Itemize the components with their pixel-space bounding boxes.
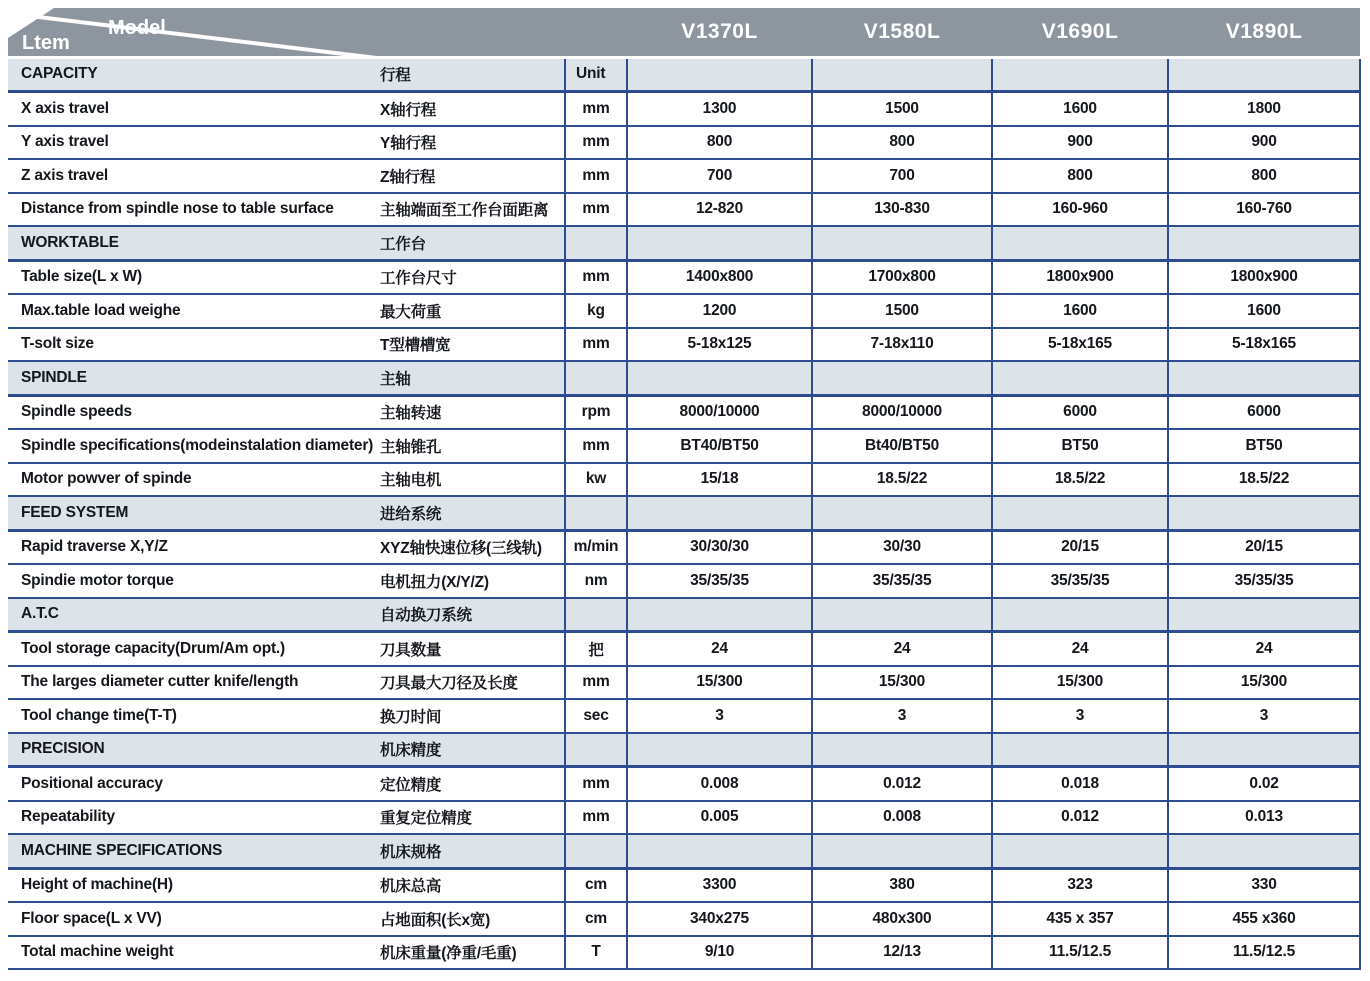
section-spacer-cell xyxy=(992,226,1168,260)
spec-value-v1580l: 130-830 xyxy=(812,193,992,227)
spec-name-en: Z axis travel xyxy=(8,159,378,193)
spec-name-zh: 刀具最大刀径及长度 xyxy=(378,666,565,700)
spec-unit: nm xyxy=(565,564,627,598)
spec-value-v1370l: 9/10 xyxy=(627,936,812,970)
model-header-v1890l: V1890L xyxy=(1168,8,1360,57)
spec-value-v1690l: 160-960 xyxy=(992,193,1168,227)
spec-row xyxy=(8,260,1360,294)
spec-table-body xyxy=(8,57,1360,969)
spec-value-v1370l: 5-18x125 xyxy=(627,328,812,362)
spec-value-v1690l: 15/300 xyxy=(992,666,1168,700)
section-spacer-cell xyxy=(812,226,992,260)
spec-value-v1690l: 20/15 xyxy=(992,530,1168,564)
corner-item-label: Ltem xyxy=(22,32,70,54)
spec-value-v1370l: 15/18 xyxy=(627,463,812,497)
spec-value-v1690l: 6000 xyxy=(992,395,1168,429)
spec-value-v1890l: 18.5/22 xyxy=(1168,463,1360,497)
spec-name-zh: 工作台尺寸 xyxy=(378,260,565,294)
spec-value-v1690l: BT50 xyxy=(992,429,1168,463)
spec-value-v1890l: 5-18x165 xyxy=(1168,328,1360,362)
spec-unit: mm xyxy=(565,92,627,126)
section-spacer-cell xyxy=(627,496,812,530)
section-title-en: WORKTABLE xyxy=(8,226,378,260)
section-spacer-cell xyxy=(992,361,1168,395)
spec-value-v1690l: 900 xyxy=(992,126,1168,160)
spec-name-zh: 刀具数量 xyxy=(378,632,565,666)
spec-value-v1370l: 3300 xyxy=(627,868,812,902)
section-row xyxy=(8,733,1360,767)
section-row xyxy=(8,226,1360,260)
spec-row xyxy=(8,936,1360,970)
spec-name-zh: 主轴转速 xyxy=(378,395,565,429)
section-spacer-cell xyxy=(812,496,992,530)
spec-value-v1370l: 1400x800 xyxy=(627,260,812,294)
unit-column-header: Unit xyxy=(565,57,627,92)
spec-value-v1580l: 480x300 xyxy=(812,902,992,936)
spec-unit: mm xyxy=(565,429,627,463)
spec-value-v1580l: 0.012 xyxy=(812,767,992,801)
section-title-zh: 主轴 xyxy=(378,361,565,395)
spec-value-v1690l: 5-18x165 xyxy=(992,328,1168,362)
spec-name-zh: Y轴行程 xyxy=(378,126,565,160)
spec-row xyxy=(8,294,1360,328)
spec-name-en: Motor powver of spinde xyxy=(8,463,378,497)
spec-name-en: The larges diameter cutter knife/length xyxy=(8,666,378,700)
section-spacer-cell xyxy=(1168,834,1360,868)
section-title-zh: 机床精度 xyxy=(378,733,565,767)
spec-value-v1690l: 435 x 357 xyxy=(992,902,1168,936)
diagonal-divider xyxy=(8,8,627,57)
spec-value-v1690l: 800 xyxy=(992,159,1168,193)
section-row xyxy=(8,57,1360,92)
spec-value-v1690l: 3 xyxy=(992,699,1168,733)
spec-value-v1580l: 1500 xyxy=(812,294,992,328)
section-spacer-cell xyxy=(992,598,1168,632)
spec-row xyxy=(8,868,1360,902)
spec-value-v1890l: 11.5/12.5 xyxy=(1168,936,1360,970)
spec-name-en: Tool storage capacity(Drum/Am opt.) xyxy=(8,632,378,666)
spec-value-v1890l: 15/300 xyxy=(1168,666,1360,700)
section-title-zh: 进给系统 xyxy=(378,496,565,530)
section-spacer-cell xyxy=(627,57,812,92)
spec-name-en: Distance from spindle nose to table surface xyxy=(8,193,378,227)
spec-name-zh: 主轴锥孔 xyxy=(378,429,565,463)
spec-unit: mm xyxy=(565,159,627,193)
section-title-en: PRECISION xyxy=(8,733,378,767)
spec-value-v1890l: 20/15 xyxy=(1168,530,1360,564)
spec-value-v1370l: 12-820 xyxy=(627,193,812,227)
spec-value-v1890l: 1800x900 xyxy=(1168,260,1360,294)
spec-name-zh: 主轴端面至工作台面距离 xyxy=(378,193,565,227)
unit-column-header xyxy=(565,496,627,530)
spec-row xyxy=(8,767,1360,801)
section-spacer-cell xyxy=(627,226,812,260)
spec-value-v1690l: 323 xyxy=(992,868,1168,902)
spec-name-en: T-solt size xyxy=(8,328,378,362)
spec-value-v1370l: 800 xyxy=(627,126,812,160)
spec-value-v1690l: 1600 xyxy=(992,294,1168,328)
spec-name-en: Rapid traverse X,Y/Z xyxy=(8,530,378,564)
spec-value-v1690l: 0.012 xyxy=(992,801,1168,835)
spec-row xyxy=(8,429,1360,463)
section-title-zh: 机床规格 xyxy=(378,834,565,868)
spec-value-v1580l: 380 xyxy=(812,868,992,902)
section-spacer-cell xyxy=(627,361,812,395)
spec-row xyxy=(8,126,1360,160)
spec-value-v1890l: 35/35/35 xyxy=(1168,564,1360,598)
spec-value-v1370l: 0.008 xyxy=(627,767,812,801)
spec-value-v1370l: 35/35/35 xyxy=(627,564,812,598)
spec-row xyxy=(8,395,1360,429)
section-spacer-cell xyxy=(992,496,1168,530)
spec-unit: cm xyxy=(565,902,627,936)
spec-value-v1690l: 1800x900 xyxy=(992,260,1168,294)
spec-name-zh: Z轴行程 xyxy=(378,159,565,193)
spec-value-v1890l: 1600 xyxy=(1168,294,1360,328)
spec-unit: mm xyxy=(565,328,627,362)
spec-name-zh: X轴行程 xyxy=(378,92,565,126)
model-item-corner-cell xyxy=(8,8,627,57)
spec-value-v1370l: 1300 xyxy=(627,92,812,126)
spec-row xyxy=(8,666,1360,700)
spec-value-v1370l: BT40/BT50 xyxy=(627,429,812,463)
section-spacer-cell xyxy=(1168,57,1360,92)
section-spacer-cell xyxy=(1168,361,1360,395)
section-spacer-cell xyxy=(992,733,1168,767)
spec-unit: T xyxy=(565,936,627,970)
model-header-v1580l: V1580L xyxy=(812,8,992,57)
spec-value-v1370l: 15/300 xyxy=(627,666,812,700)
spec-value-v1580l: 15/300 xyxy=(812,666,992,700)
spec-row xyxy=(8,328,1360,362)
section-spacer-cell xyxy=(812,733,992,767)
spec-value-v1890l: 24 xyxy=(1168,632,1360,666)
spec-value-v1580l: 30/30 xyxy=(812,530,992,564)
spec-name-zh: 电机扭力(X/Y/Z) xyxy=(378,564,565,598)
spec-row xyxy=(8,632,1360,666)
spec-value-v1890l: 3 xyxy=(1168,699,1360,733)
spec-unit: sec xyxy=(565,699,627,733)
section-row xyxy=(8,496,1360,530)
spec-name-zh: 占地面积(长x宽) xyxy=(378,902,565,936)
spec-value-v1580l: 0.008 xyxy=(812,801,992,835)
spec-value-v1580l: 700 xyxy=(812,159,992,193)
model-header-v1370l: V1370L xyxy=(627,8,812,57)
spec-row xyxy=(8,564,1360,598)
section-row xyxy=(8,361,1360,395)
spec-unit: mm xyxy=(565,767,627,801)
section-row xyxy=(8,598,1360,632)
section-row xyxy=(8,834,1360,868)
spec-name-en: Spindie motor torque xyxy=(8,564,378,598)
spec-name-en: Spindle specifications(modeinstalation diameter) xyxy=(8,429,378,463)
section-spacer-cell xyxy=(812,361,992,395)
spec-value-v1580l: 8000/10000 xyxy=(812,395,992,429)
spec-value-v1580l: 12/13 xyxy=(812,936,992,970)
unit-column-header xyxy=(565,733,627,767)
spec-value-v1580l: Bt40/BT50 xyxy=(812,429,992,463)
spec-unit: mm xyxy=(565,801,627,835)
spec-value-v1580l: 1500 xyxy=(812,92,992,126)
spec-unit: kg xyxy=(565,294,627,328)
section-title-en: FEED SYSTEM xyxy=(8,496,378,530)
spec-unit: kw xyxy=(565,463,627,497)
spec-row xyxy=(8,530,1360,564)
section-spacer-cell xyxy=(627,598,812,632)
spec-value-v1690l: 11.5/12.5 xyxy=(992,936,1168,970)
unit-column-header xyxy=(565,834,627,868)
spec-name-en: Total machine weight xyxy=(8,936,378,970)
spec-name-zh: XYZ轴快速位移(三线轨) xyxy=(378,530,565,564)
spec-value-v1890l: 800 xyxy=(1168,159,1360,193)
spec-name-zh: 主轴电机 xyxy=(378,463,565,497)
section-spacer-cell xyxy=(1168,733,1360,767)
spec-unit: m/min xyxy=(565,530,627,564)
spec-value-v1690l: 24 xyxy=(992,632,1168,666)
spec-name-zh: 机床重量(净重/毛重) xyxy=(378,936,565,970)
spec-value-v1890l: 6000 xyxy=(1168,395,1360,429)
spec-unit: 把 xyxy=(565,632,627,666)
section-spacer-cell xyxy=(627,834,812,868)
section-title-zh: 行程 xyxy=(378,57,565,92)
section-spacer-cell xyxy=(1168,598,1360,632)
spec-name-en: Max.table load weighe xyxy=(8,294,378,328)
spec-value-v1690l: 1600 xyxy=(992,92,1168,126)
spec-value-v1890l: BT50 xyxy=(1168,429,1360,463)
spec-unit: mm xyxy=(565,126,627,160)
spec-name-zh: 最大荷重 xyxy=(378,294,565,328)
section-title-en: CAPACITY xyxy=(8,57,378,92)
section-spacer-cell xyxy=(812,598,992,632)
spec-name-en: X axis travel xyxy=(8,92,378,126)
spec-unit: mm xyxy=(565,193,627,227)
spec-value-v1890l: 900 xyxy=(1168,126,1360,160)
spec-name-zh: 换刀时间 xyxy=(378,699,565,733)
spec-value-v1890l: 0.02 xyxy=(1168,767,1360,801)
spec-value-v1370l: 8000/10000 xyxy=(627,395,812,429)
spec-unit: mm xyxy=(565,666,627,700)
spec-value-v1580l: 1700x800 xyxy=(812,260,992,294)
spec-name-en: Height of machine(H) xyxy=(8,868,378,902)
spec-value-v1890l: 160-760 xyxy=(1168,193,1360,227)
spec-name-en: Tool change time(T-T) xyxy=(8,699,378,733)
spec-name-zh: T型槽槽宽 xyxy=(378,328,565,362)
spec-unit: cm xyxy=(565,868,627,902)
spec-name-en: Repeatability xyxy=(8,801,378,835)
spec-value-v1370l: 340x275 xyxy=(627,902,812,936)
spec-row xyxy=(8,801,1360,835)
machine-spec-table xyxy=(8,8,1361,970)
model-header-row xyxy=(8,8,1360,57)
spec-name-zh: 定位精度 xyxy=(378,767,565,801)
spec-value-v1580l: 24 xyxy=(812,632,992,666)
spec-value-v1580l: 7-18x110 xyxy=(812,328,992,362)
spec-row xyxy=(8,193,1360,227)
spec-value-v1370l: 700 xyxy=(627,159,812,193)
section-title-en: A.T.C xyxy=(8,598,378,632)
section-spacer-cell xyxy=(992,834,1168,868)
corner-model-label: Model xyxy=(108,17,166,39)
unit-column-header xyxy=(565,598,627,632)
spec-name-en: Table size(L x W) xyxy=(8,260,378,294)
spec-name-en: Y axis travel xyxy=(8,126,378,160)
section-spacer-cell xyxy=(992,57,1168,92)
spec-name-zh: 机床总高 xyxy=(378,868,565,902)
spec-value-v1890l: 0.013 xyxy=(1168,801,1360,835)
spec-name-en: Floor space(L x VV) xyxy=(8,902,378,936)
section-title-zh: 工作台 xyxy=(378,226,565,260)
spec-unit: mm xyxy=(565,260,627,294)
spec-value-v1890l: 455 x360 xyxy=(1168,902,1360,936)
spec-value-v1690l: 0.018 xyxy=(992,767,1168,801)
section-title-en: SPINDLE xyxy=(8,361,378,395)
section-spacer-cell xyxy=(1168,226,1360,260)
section-spacer-cell xyxy=(627,733,812,767)
section-title-zh: 自动换刀系统 xyxy=(378,598,565,632)
spec-value-v1890l: 1800 xyxy=(1168,92,1360,126)
spec-value-v1890l: 330 xyxy=(1168,868,1360,902)
spec-value-v1370l: 24 xyxy=(627,632,812,666)
spec-value-v1580l: 3 xyxy=(812,699,992,733)
spec-value-v1690l: 18.5/22 xyxy=(992,463,1168,497)
spec-row xyxy=(8,159,1360,193)
spec-value-v1370l: 30/30/30 xyxy=(627,530,812,564)
spec-value-v1580l: 800 xyxy=(812,126,992,160)
spec-value-v1580l: 35/35/35 xyxy=(812,564,992,598)
spec-name-en: Positional accuracy xyxy=(8,767,378,801)
section-spacer-cell xyxy=(1168,496,1360,530)
model-header-v1690l: V1690L xyxy=(992,8,1168,57)
spec-row xyxy=(8,699,1360,733)
section-spacer-cell xyxy=(812,57,992,92)
spec-unit: rpm xyxy=(565,395,627,429)
spec-row xyxy=(8,463,1360,497)
unit-column-header xyxy=(565,361,627,395)
spec-name-zh: 重复定位精度 xyxy=(378,801,565,835)
spec-row xyxy=(8,902,1360,936)
section-title-en: MACHINE SPECIFICATIONS xyxy=(8,834,378,868)
spec-value-v1580l: 18.5/22 xyxy=(812,463,992,497)
spec-value-v1370l: 1200 xyxy=(627,294,812,328)
section-spacer-cell xyxy=(812,834,992,868)
spec-value-v1690l: 35/35/35 xyxy=(992,564,1168,598)
spec-value-v1370l: 0.005 xyxy=(627,801,812,835)
spec-row xyxy=(8,92,1360,126)
unit-column-header xyxy=(565,226,627,260)
spec-name-en: Spindle speeds xyxy=(8,395,378,429)
spec-value-v1370l: 3 xyxy=(627,699,812,733)
